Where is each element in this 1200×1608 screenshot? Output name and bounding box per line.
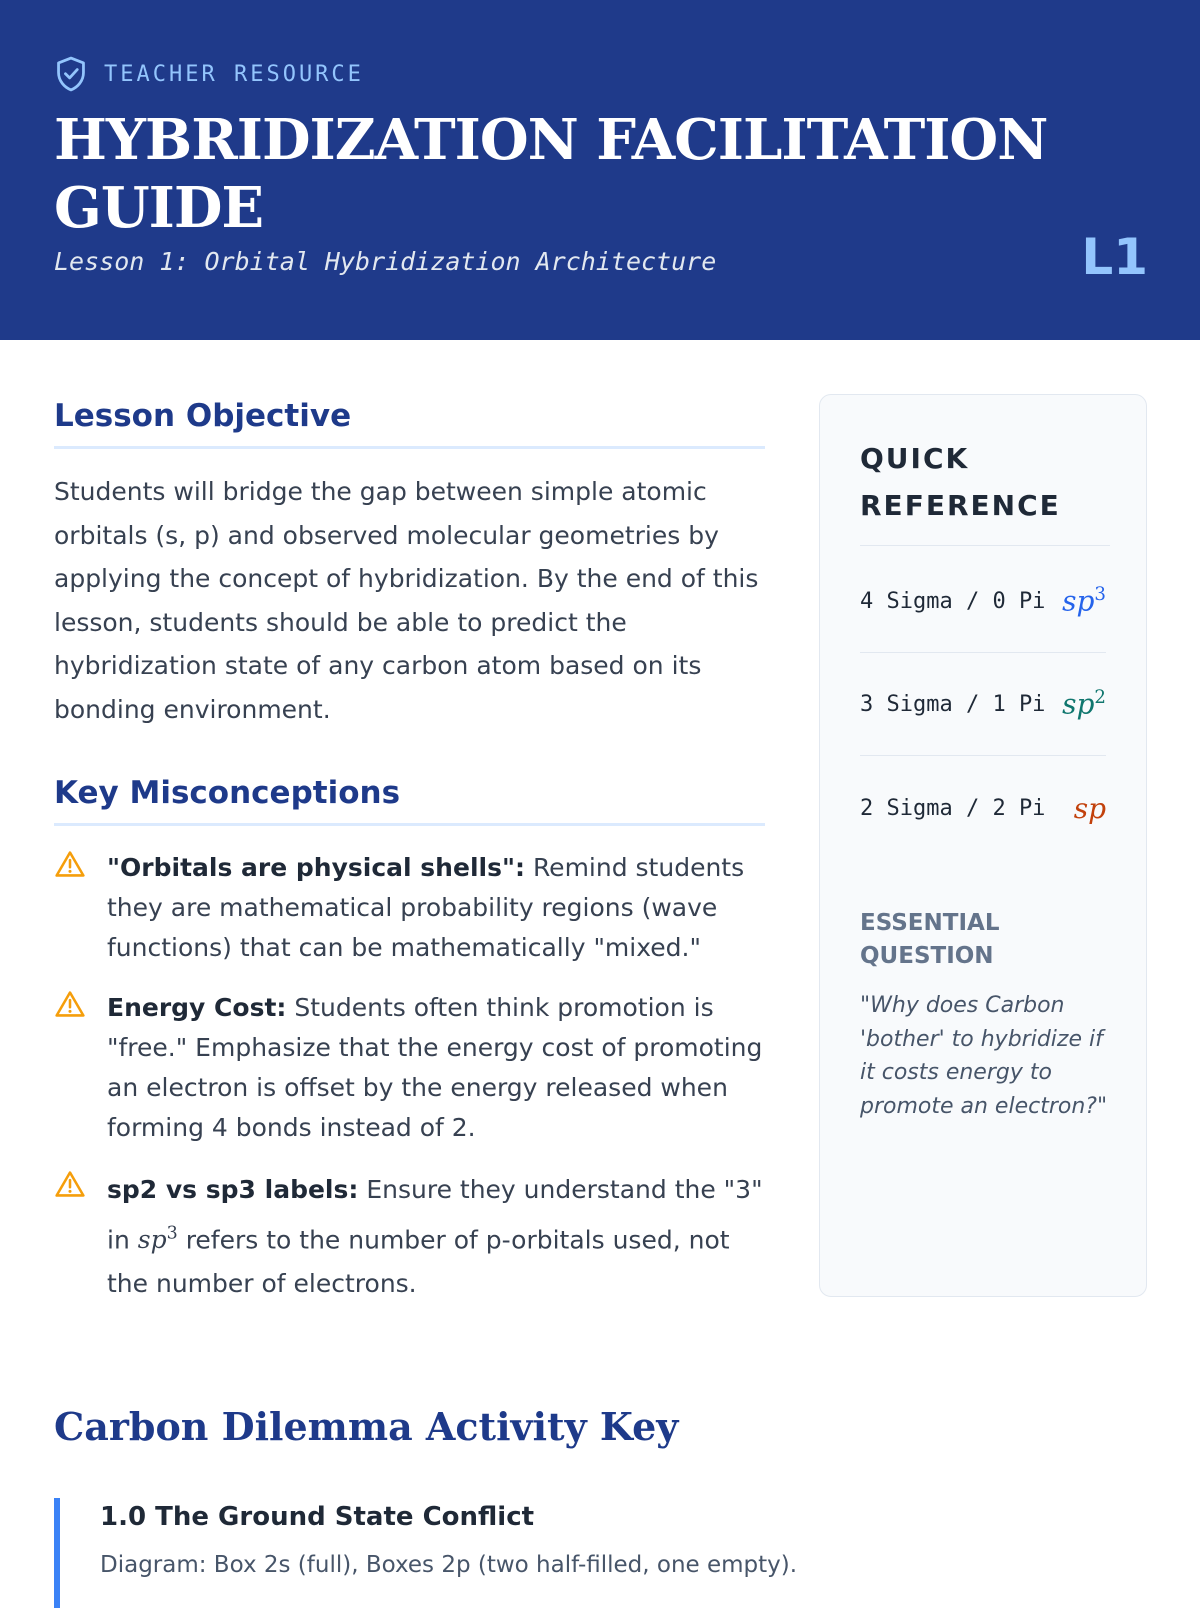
activity-item-description: Diagram: Box 2s (full), Boxes 2p (two half-filled, one empty). [100,1552,798,1578]
essential-question-text: "Why does Carbon 'bother' to hybridize if it costs energy to promote an electron?" [860,993,1108,1119]
hybridization-value: $sp^2$ [1062,687,1106,721]
quick-reference-title: QUICK REFERENCE [860,435,1110,546]
resource-badge [54,56,364,92]
activity-item-title: 1.0 The Ground State Conflict [100,1502,535,1532]
activity-card [54,1498,1152,1608]
hybridization-value: sp [1073,791,1106,825]
warning-icon [54,850,86,878]
quick-reference-panel [819,394,1147,1297]
page-subtitle: Lesson 1: Orbital Hybridization Architecture [54,247,717,276]
activity-heading: Carbon Dilemma Activity Key [54,1404,679,1449]
reference-row [860,550,1106,653]
misconceptions-heading: Key Misconceptions [54,775,765,826]
warning-icon [54,1170,86,1198]
misconception-title: Energy Cost: [107,993,287,1022]
badge-label: TEACHER RESOURCE [104,61,364,87]
lesson-code: L1 [1081,228,1148,286]
essential-question-label: ESSENTIAL QUESTION [860,910,1000,969]
hybridization-value: $sp^3$ [1062,584,1106,618]
reference-row [860,757,1106,859]
misconception-item [54,848,766,968]
misconception-text: Ensure they understand the "3" in [107,1175,763,1255]
misconception-item [54,1168,766,1306]
bond-count-label: 3 Sigma / 1 Pi [860,691,1046,717]
misconception-text: refers to the number of p-orbitals used, not the number of electrons. [107,1225,730,1299]
bond-count-label: 4 Sigma / 0 Pi [860,588,1046,614]
misconception-title: "Orbitals are physical shells": [107,853,525,882]
warning-icon [54,990,86,1018]
misconception-title: sp2 vs sp3 labels: [107,1175,359,1204]
page-header [0,0,1200,340]
misconception-text: Remind students they are mathematical probability regions (wave functions) that can be mathematically "mixed." [107,853,745,962]
page-title: HYBRIDIZATION FACILITATION GUIDE [54,107,1048,241]
shield-check-icon [54,56,88,92]
misconception-text: Students often think promotion is "free." Emphasize that the energy cost of promoting an electron is offset by the energy released when forming 4 bonds instead of 2. [107,993,763,1142]
reference-row [860,653,1106,756]
misconception-item [54,988,766,1148]
math-sp3: $sp^3$ [137,1224,178,1255]
objective-text: Students will bridge the gap between simple atomic orbitals (s, p) and observed molecular geometries by applying the concept of hybridization. By the end of this lesson, students should be able to predict the hybridization state of any carbon atom based on its bonding environment. [54,477,759,724]
bond-count-label: 2 Sigma / 2 Pi [860,795,1046,821]
objective-heading: Lesson Objective [54,398,765,449]
